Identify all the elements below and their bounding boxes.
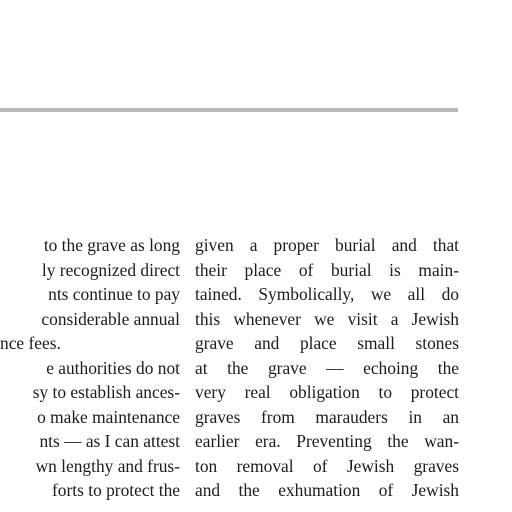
text-line: e authorities do not [46, 357, 180, 378]
text-line: wn lengthy and frus- [35, 455, 180, 476]
text-line: graves from marauders in an [195, 406, 459, 427]
text-line: very real obligation to protect [195, 382, 459, 402]
text-line: nce fees. [0, 333, 61, 353]
text-line: given a proper burial and that [195, 235, 459, 255]
text-line: grave and place small stones [195, 333, 459, 353]
text-line: to the grave as long [43, 235, 180, 255]
text-line: forts to protect the [52, 480, 180, 500]
text-line: nts continue to pay [48, 284, 180, 304]
text-line: their place of burial is main- [195, 259, 459, 280]
text-line: ly recognized direct [41, 259, 180, 280]
text-line: considerable annual [41, 308, 180, 329]
text-line: tained. Symbolically, we all do [195, 284, 459, 304]
text-line: this whenever we visit a Jewish [195, 308, 459, 329]
text-line: sy to establish ances- [32, 382, 180, 402]
horizontal-rule [0, 108, 458, 112]
text-line: o make maintenance [37, 406, 180, 427]
right-text-column [195, 233, 459, 503]
text-line: nts — as I can attest [39, 431, 180, 451]
text-line: and the exhumation of Jewish [195, 480, 459, 500]
left-text-column [0, 233, 180, 503]
text-line: at the grave — echoing the [195, 357, 459, 378]
text-line: earlier era. Preventing the wan- [195, 431, 459, 451]
text-line: ton removal of Jewish graves [195, 455, 459, 476]
